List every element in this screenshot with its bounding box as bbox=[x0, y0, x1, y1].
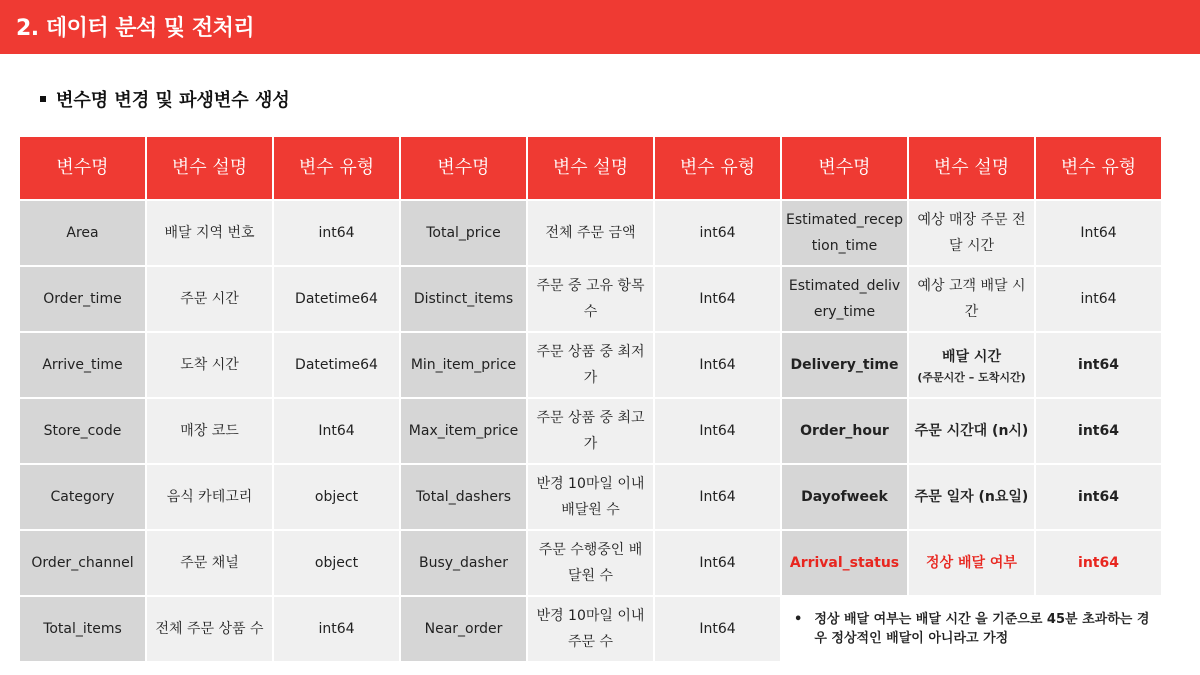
variable-desc-cell: 정상 배달 여부 bbox=[909, 531, 1034, 595]
variable-type-cell: Int64 bbox=[655, 531, 780, 595]
table-row bbox=[20, 201, 1161, 265]
variable-name-cell: Area bbox=[20, 201, 145, 265]
table-header-row bbox=[20, 137, 1161, 199]
variable-table bbox=[18, 135, 1163, 663]
table-row bbox=[20, 597, 1161, 661]
variable-name-cell: Order_hour bbox=[782, 399, 907, 463]
variable-desc-main: 배달 시간 bbox=[942, 349, 1001, 365]
header-cell: 변수 유형 bbox=[1036, 137, 1161, 199]
variable-type-cell: Datetime64 bbox=[274, 333, 399, 397]
variable-type-cell: Int64 bbox=[655, 267, 780, 331]
table-row bbox=[20, 465, 1161, 529]
variable-desc-cell: 반경 10마일 이내 배달원 수 bbox=[528, 465, 653, 529]
variable-desc-cell: 음식 카테고리 bbox=[147, 465, 272, 529]
variable-type-cell: Int64 bbox=[1036, 201, 1161, 265]
variable-desc-cell: 도착 시간 bbox=[147, 333, 272, 397]
note-text: 정상 배달 여부는 배달 시간 을 기준으로 45분 초과하는 경우 정상적인 배달이 아니라고 가정 bbox=[814, 612, 1150, 646]
variable-name-cell: Arrival_status bbox=[782, 531, 907, 595]
variable-name-cell: Estimated_reception_time bbox=[782, 201, 907, 265]
variable-type-cell: Int64 bbox=[655, 399, 780, 463]
variable-desc-cell bbox=[909, 333, 1034, 397]
variable-desc-cell: 주문 채널 bbox=[147, 531, 272, 595]
variable-name-cell: Delivery_time bbox=[782, 333, 907, 397]
variable-type-cell: int64 bbox=[1036, 333, 1161, 397]
note-bullet-icon: • bbox=[794, 612, 803, 627]
variable-desc-cell: 주문 상품 중 최고가 bbox=[528, 399, 653, 463]
section-title: 변수명 변경 및 파생변수 생성 bbox=[56, 90, 290, 111]
variable-type-cell: int64 bbox=[1036, 465, 1161, 529]
table-row bbox=[20, 399, 1161, 463]
variable-desc-cell: 예상 고객 배달 시간 bbox=[909, 267, 1034, 331]
header-cell: 변수명 bbox=[401, 137, 526, 199]
variable-type-cell: Int64 bbox=[274, 399, 399, 463]
variable-desc-cell: 주문 상품 중 최저가 bbox=[528, 333, 653, 397]
variable-type-cell: Int64 bbox=[655, 597, 780, 661]
variable-type-cell: Int64 bbox=[655, 333, 780, 397]
header-cell: 변수 설명 bbox=[528, 137, 653, 199]
note-cell bbox=[782, 597, 1161, 661]
table-row bbox=[20, 267, 1161, 331]
variable-name-cell: Busy_dasher bbox=[401, 531, 526, 595]
variable-type-cell: int64 bbox=[1036, 267, 1161, 331]
variable-desc-cell: 반경 10마일 이내 주문 수 bbox=[528, 597, 653, 661]
variable-name-cell: Distinct_items bbox=[401, 267, 526, 331]
variable-desc-cell: 예상 매장 주문 전달 시간 bbox=[909, 201, 1034, 265]
variable-desc-cell: 배달 지역 번호 bbox=[147, 201, 272, 265]
variable-type-cell: Int64 bbox=[655, 465, 780, 529]
variable-type-cell: int64 bbox=[655, 201, 780, 265]
variable-desc-cell: 주문 수행중인 배달원 수 bbox=[528, 531, 653, 595]
header-cell: 변수 설명 bbox=[909, 137, 1034, 199]
variable-name-cell: Total_dashers bbox=[401, 465, 526, 529]
variable-desc-cell: 주문 일자 (n요일) bbox=[909, 465, 1034, 529]
variable-type-cell: object bbox=[274, 531, 399, 595]
variable-type-cell: int64 bbox=[1036, 531, 1161, 595]
header-cell: 변수 유형 bbox=[274, 137, 399, 199]
variable-name-cell: Order_channel bbox=[20, 531, 145, 595]
header-cell: 변수 유형 bbox=[655, 137, 780, 199]
variable-type-cell: object bbox=[274, 465, 399, 529]
note bbox=[794, 610, 1155, 648]
variable-desc-cell: 전체 주문 상품 수 bbox=[147, 597, 272, 661]
variable-name-cell: Min_item_price bbox=[401, 333, 526, 397]
variable-name-cell: Near_order bbox=[401, 597, 526, 661]
table-row bbox=[20, 333, 1161, 397]
variable-type-cell: int64 bbox=[1036, 399, 1161, 463]
variable-desc-cell: 매장 코드 bbox=[147, 399, 272, 463]
variable-name-cell: Dayofweek bbox=[782, 465, 907, 529]
variable-type-cell: Datetime64 bbox=[274, 267, 399, 331]
variable-name-cell: Category bbox=[20, 465, 145, 529]
header-cell: 변수명 bbox=[782, 137, 907, 199]
header-bar bbox=[0, 0, 1200, 54]
variable-name-cell: Store_code bbox=[20, 399, 145, 463]
variable-desc-cell: 전체 주문 금액 bbox=[528, 201, 653, 265]
variable-name-cell: Total_price bbox=[401, 201, 526, 265]
header-cell: 변수명 bbox=[20, 137, 145, 199]
variable-desc-cell: 주문 시간대 (n시) bbox=[909, 399, 1034, 463]
square-bullet-icon bbox=[40, 96, 46, 102]
header-cell: 변수 설명 bbox=[147, 137, 272, 199]
variable-desc-cell: 주문 중 고유 항목 수 bbox=[528, 267, 653, 331]
section-heading bbox=[40, 86, 290, 112]
variable-name-cell: Total_items bbox=[20, 597, 145, 661]
variable-name-cell: Max_item_price bbox=[401, 399, 526, 463]
page-title: 2. 데이터 분석 및 전처리 bbox=[16, 16, 255, 41]
variable-name-cell: Estimated_delivery_time bbox=[782, 267, 907, 331]
variable-type-cell: int64 bbox=[274, 201, 399, 265]
variable-desc-sub: (주문시간 – 도착시간) bbox=[917, 371, 1026, 384]
variable-name-cell: Arrive_time bbox=[20, 333, 145, 397]
variable-type-cell: int64 bbox=[274, 597, 399, 661]
variable-name-cell: Order_time bbox=[20, 267, 145, 331]
variable-desc-cell: 주문 시간 bbox=[147, 267, 272, 331]
table-row bbox=[20, 531, 1161, 595]
